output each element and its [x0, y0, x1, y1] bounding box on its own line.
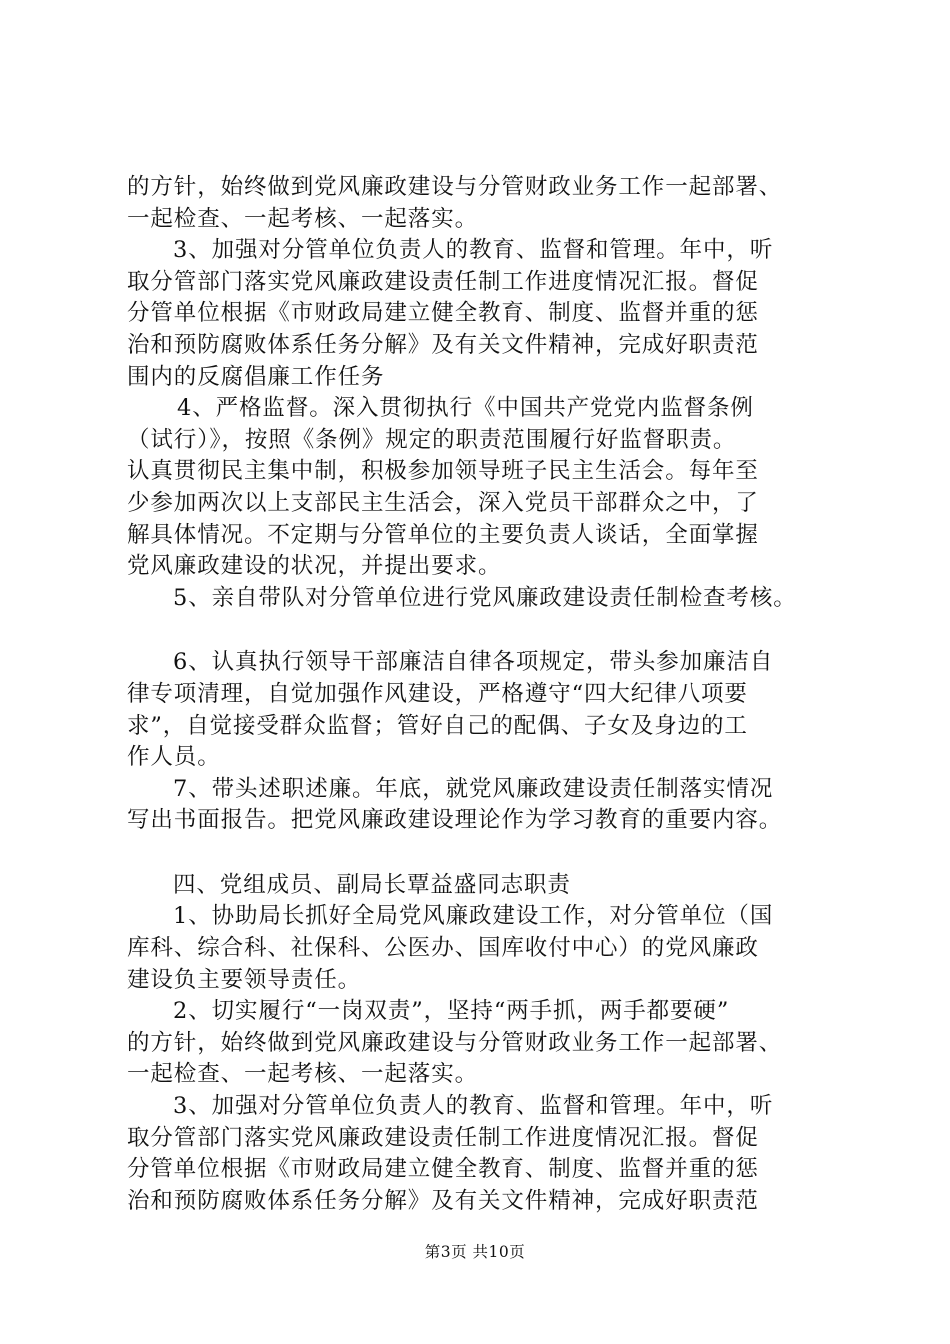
text-line: 库科、综合科、社保科、公医办、国库收付中心）的党风廉政 — [127, 935, 759, 962]
text-line: 的方针，始终做到党风廉政建设与分管财政业务工作一起部署、 — [127, 1029, 783, 1056]
text-line: 一起检查、一起考核、一起落实。 — [127, 1061, 479, 1088]
text-line: 作人员。 — [127, 744, 221, 771]
text-line: 5、亲自带队对分管单位进行党风廉政建设责任制检查考核。 — [173, 584, 797, 611]
text-line: 7、带头述职述廉。年底，就党风廉政建设责任制落实情况 — [173, 775, 774, 802]
text-line: 求”，自觉接受群众监督；管好自己的配偶、子女及身边的工 — [127, 712, 748, 739]
text-line: 治和预防腐败体系任务分解》及有关文件精神，完成好职责范 — [127, 1187, 759, 1214]
text-line: 建设负主要领导责任。 — [127, 966, 362, 993]
text-line: 分管单位根据《市财政局建立健全教育、制度、监督并重的惩 — [127, 1156, 759, 1183]
text-line: 3、加强对分管单位负责人的教育、监督和管理。年中，听 — [173, 237, 774, 264]
text-line: 4、严格监督。深入贯彻执行《中国共产党党内监督条例 — [177, 395, 754, 422]
page-number-footer: 第3页 共10页 — [424, 1243, 526, 1261]
text-line: 6、认真执行领导干部廉洁自律各项规定，带头参加廉洁自 — [173, 649, 774, 676]
text-line: 分管单位根据《市财政局建立健全教育、制度、监督并重的惩 — [127, 300, 759, 327]
text-line: 取分管部门落实党风廉政建设责任制工作进度情况汇报。督促 — [127, 1124, 759, 1151]
text-line: 1、协助局长抓好全局党风廉政建设工作，对分管单位（国 — [173, 903, 774, 930]
text-line: 3、加强对分管单位负责人的教育、监督和管理。年中，听 — [173, 1093, 774, 1120]
text-line: （试行）》，按照《条例》规定的职责范围履行好监督职责。 — [127, 426, 737, 453]
text-line: 解具体情况。不定期与分管单位的主要负责人谈话，全面掌握 — [127, 521, 759, 548]
text-line: 2、切实履行“一岗双责”，坚持“两手抓，两手都要硬” — [173, 998, 730, 1025]
text-line: 围内的反腐倡廉工作任务 — [127, 363, 385, 390]
text-line: 取分管部门落实党风廉政建设责任制工作进度情况汇报。督促 — [127, 268, 759, 295]
paragraph-gap — [127, 837, 852, 870]
text-line: 治和预防腐败体系任务分解》及有关文件精神，完成好职责范 — [127, 331, 759, 358]
paragraph-gap — [127, 614, 852, 647]
text-line: 少参加两次以上支部民主生活会，深入党员干部群众之中，了 — [127, 489, 759, 516]
text-line: 一起检查、一起考核、一起落实。 — [127, 205, 479, 232]
text-line: 写出书面报告。把党风廉政建设理论作为学习教育的重要内容。 — [127, 807, 783, 834]
text-line: 律专项清理，自觉加强作风建设，严格遵守“四大纪律八项要 — [127, 680, 748, 707]
text-line: 的方针，始终做到党风廉政建设与分管财政业务工作一起部署、 — [127, 174, 783, 200]
document-body — [127, 172, 852, 1217]
text-line: 认真贯彻民主集中制，积极参加领导班子民主生活会。每年至 — [127, 458, 759, 485]
text-line: 党风廉政建设的状况，并提出要求。 — [127, 553, 502, 580]
section-heading: 四、党组成员、副局长覃益盛同志职责 — [173, 871, 571, 898]
